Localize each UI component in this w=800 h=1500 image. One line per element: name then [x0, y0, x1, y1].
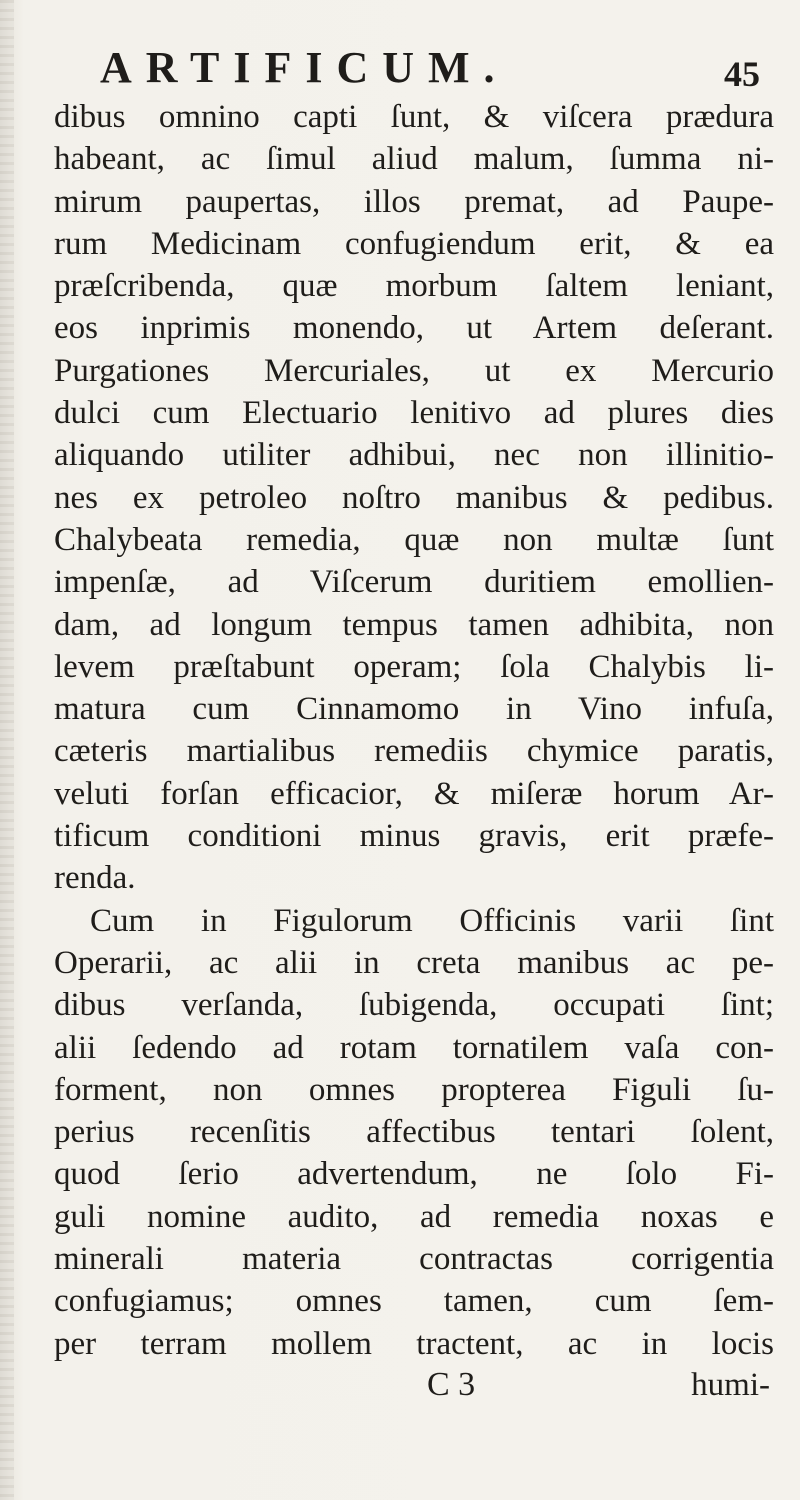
signature-mark: C 3	[427, 1366, 476, 1403]
text-line: forment, non omnes propterea Figuli ſu-	[54, 1071, 774, 1108]
text-line: veluti forſan efficacior, & miſeræ horum Ar-	[54, 775, 774, 812]
text-line: minerali materia contractas corrigentia	[54, 1241, 774, 1278]
text-line: quod ſerio advertendum, ne ſolo Fi-	[54, 1156, 774, 1193]
text-line: Operarii, ac alii in creta manibus ac pe-	[54, 944, 774, 981]
text-line: Purgationes Mercuriales, ut ex Mercurio	[54, 352, 774, 389]
text-line: impenſæ, ad Viſcerum duritiem emollien-	[54, 564, 774, 601]
text-line: guli nomine audito, ad remedia noxas e	[54, 1198, 774, 1235]
text-line: tificum conditioni minus gravis, erit præfe-	[54, 818, 774, 855]
page-gutter-shadow	[0, 0, 14, 1500]
text-line: confugiamus; omnes tamen, cum ſem-	[54, 1283, 774, 1320]
text-line: dulci cum Electuario lenitivo ad plures dies	[54, 395, 774, 432]
text-line: per terram mollem tractent, ac in locis	[54, 1325, 774, 1362]
text-line: nes ex petroleo noſtro manibus & pedibus.	[54, 479, 774, 516]
page-number: 45	[724, 54, 760, 94]
text-line: dam, ad longum tempus tamen adhibita, non	[54, 606, 774, 643]
text-line: habeant, ac ſimul aliud malum, ſumma ni-	[54, 141, 774, 178]
body-text	[54, 96, 774, 1365]
text-line: eos inprimis monendo, ut Artem deſerant.	[54, 310, 774, 347]
text-line: levem præſtabunt operam; ſola Chalybis li-	[54, 648, 774, 685]
catchword: humi-	[691, 1367, 770, 1403]
paragraph-end-line: renda.	[54, 860, 136, 897]
text-line: perius recenſitis affectibus tentari ſolent,	[54, 1114, 774, 1151]
page-header	[100, 44, 760, 92]
text-line: alii ſedendo ad rotam tornatilem vaſa con-	[54, 1029, 774, 1066]
page-footer	[54, 1364, 774, 1406]
text-line: præſcribenda, quæ morbum ſaltem leniant,	[54, 268, 774, 305]
text-line: dibus omnino capti ſunt, & viſcera prædura	[54, 99, 774, 135]
running-head: ARTIFICUM.	[100, 43, 509, 92]
paragraph-start-line: Cum in Figulorum Officinis varii ſint	[90, 902, 774, 939]
text-line: cæteris martialibus remediis chymice paratis,	[54, 733, 774, 770]
text-line: rum Medicinam confugiendum erit, & ea	[54, 225, 774, 262]
text-line: Chalybeata remedia, quæ non multæ ſunt	[54, 521, 774, 558]
text-line: matura cum Cinnamomo in Vino infuſa,	[54, 691, 774, 728]
text-line: aliquando utiliter adhibui, nec non illinitio-	[54, 437, 774, 474]
text-line: dibus verſanda, ſubigenda, occupati ſint;	[54, 987, 774, 1024]
text-line: mirum paupertas, illos premat, ad Paupe-	[54, 183, 774, 220]
